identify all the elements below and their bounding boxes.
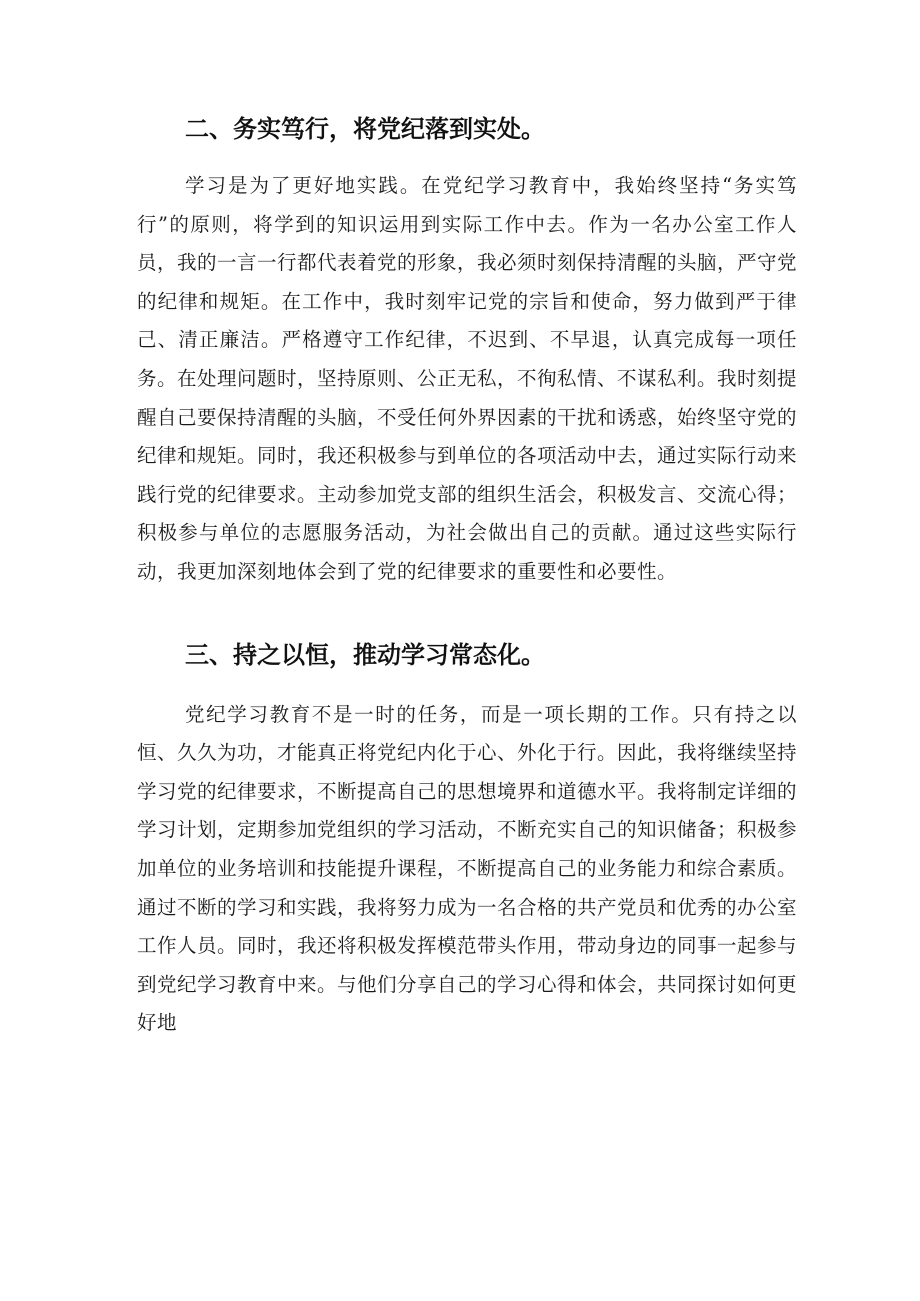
section-heading-3: 三、持之以恒，推动学习常态化。: [185, 640, 545, 669]
section-paragraph-3: 党纪学习教育不是一时的任务，而是一项长期的工作。只有持之以恒、久久为功，才能真正将党纪内化于心、外化于行。因此，我将继续坚持学习党的纪律要求，不断提高自己的思想境界和道德水平。我将制定详细的学习计划，定期参加党组织的学习活动，不断充实自己的知识储备；积极参加单位的业务培训和技能提升课程，不断提高自己的业务能力和综合素质。通过不断的学习和实践，我将努力成为一名合格的共产党员和优秀的办公室工作人员。同时，我还将积极发挥模范带头作用，带动身边的同事一起参与到党纪学习教育中来。与他们分享自己的学习心得和体会，共同探讨如何更好地: [137, 702, 798, 1035]
document-body: [137, 106, 797, 1043]
section-paragraph-2: 学习是为了更好地实践。在党纪学习教育中，我始终坚持“务实笃行”的原则，将学到的知识运用到实际工作中去。作为一名办公室工作人员，我的一言一行都代表着党的形象，我必须时刻保持清醒的头脑，严守党的纪律和规矩。在工作中，我时刻牢记党的宗旨和使命，努力做到严于律己、清正廉洁。严格遵守工作纪律，不迟到、不早退，认真完成每一项任务。在处理问题时，坚持原则、公正无私，不徇私情、不谋私利。我时刻提醒自己要保持清醒的头脑，不受任何外界因素的干扰和诱惑，始终坚守党的纪律和规矩。同时，我还积极参与到单位的各项活动中去，通过实际行动来践行党的纪律要求。主动参加党支部的组织生活会，积极发言、交流心得；积极参与单位的志愿服务活动，为社会做出自己的贡献。通过这些实际行动，我更加深刻地体会到了党的纪律要求的重要性和必要性。: [137, 174, 798, 583]
section-heading-2: 二、务实笃行，将党纪落到实处。: [185, 115, 545, 143]
